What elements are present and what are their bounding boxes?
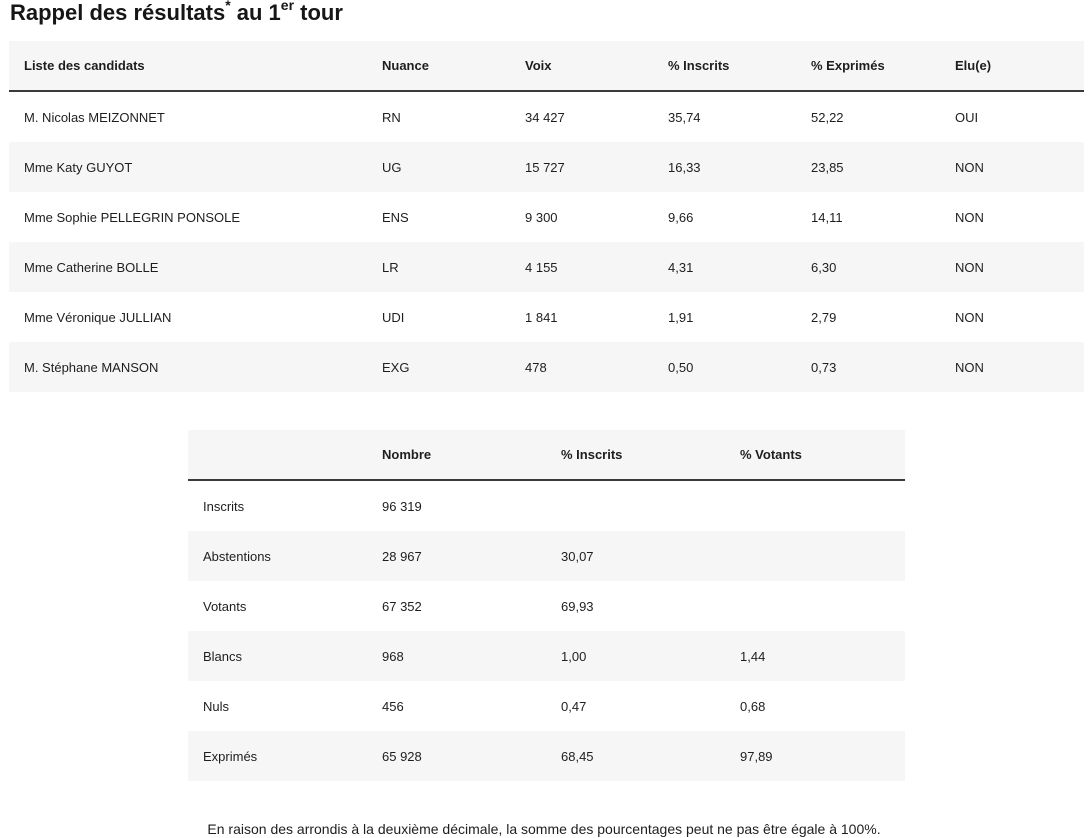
results-table xyxy=(9,41,1084,392)
title-main: Rappel des résultats xyxy=(10,0,226,25)
column-header-blank xyxy=(188,430,367,480)
participation-header-row xyxy=(188,430,905,480)
results-header-row xyxy=(9,41,1084,91)
row-pct-votants xyxy=(725,531,905,581)
row-pct-votants: 1,44 xyxy=(725,631,905,681)
row-nombre: 67 352 xyxy=(367,581,546,631)
candidate-nuance: ENS xyxy=(367,192,510,242)
candidate-row xyxy=(9,91,1084,142)
column-header-elu: Elu(e) xyxy=(940,41,1084,91)
candidate-row xyxy=(9,342,1084,392)
row-nombre: 968 xyxy=(367,631,546,681)
participation-row xyxy=(188,681,905,731)
column-header-pct-exprimes: % Exprimés xyxy=(796,41,940,91)
candidate-row xyxy=(9,142,1084,192)
candidate-voix: 9 300 xyxy=(510,192,653,242)
row-label: Inscrits xyxy=(188,480,367,531)
candidate-nuance: UG xyxy=(367,142,510,192)
column-header-pct-inscrits: % Inscrits xyxy=(653,41,796,91)
title-ordinal-suffix: er xyxy=(280,0,295,13)
candidate-elu: NON xyxy=(940,242,1084,292)
row-nombre: 96 319 xyxy=(367,480,546,531)
row-pct-inscrits: 30,07 xyxy=(546,531,725,581)
participation-row xyxy=(188,480,905,531)
row-nombre: 28 967 xyxy=(367,531,546,581)
row-pct-inscrits: 68,45 xyxy=(546,731,725,781)
candidate-nuance: RN xyxy=(367,91,510,142)
candidate-voix: 34 427 xyxy=(510,91,653,142)
candidate-voix: 4 155 xyxy=(510,242,653,292)
candidate-pct-exprimes: 23,85 xyxy=(796,142,940,192)
candidate-pct-inscrits: 35,74 xyxy=(653,91,796,142)
title-middle: au 1 xyxy=(230,0,281,25)
candidate-pct-inscrits: 16,33 xyxy=(653,142,796,192)
candidate-row xyxy=(9,292,1084,342)
participation-row xyxy=(188,531,905,581)
participation-row xyxy=(188,631,905,681)
candidate-voix: 15 727 xyxy=(510,142,653,192)
candidate-elu: OUI xyxy=(940,91,1084,142)
row-pct-inscrits: 1,00 xyxy=(546,631,725,681)
participation-table xyxy=(188,430,905,781)
title-end: tour xyxy=(294,0,343,25)
row-pct-votants xyxy=(725,581,905,631)
row-pct-inscrits: 0,47 xyxy=(546,681,725,731)
row-nombre: 456 xyxy=(367,681,546,731)
rounding-footnote: En raison des arrondis à la deuxième décimale, la somme des pourcentages peut ne pas être égale à 100%. xyxy=(207,821,881,837)
participation-row xyxy=(188,581,905,631)
candidate-name: M. Nicolas MEIZONNET xyxy=(9,91,367,142)
candidate-voix: 1 841 xyxy=(510,292,653,342)
candidate-elu: NON xyxy=(940,342,1084,392)
row-pct-inscrits xyxy=(546,480,725,531)
candidate-pct-exprimes: 52,22 xyxy=(796,91,940,142)
candidate-name: M. Stéphane MANSON xyxy=(9,342,367,392)
candidate-name: Mme Sophie PELLEGRIN PONSOLE xyxy=(9,192,367,242)
row-label: Abstentions xyxy=(188,531,367,581)
candidate-nuance: LR xyxy=(367,242,510,292)
column-header-nombre: Nombre xyxy=(367,430,546,480)
row-pct-inscrits: 69,93 xyxy=(546,581,725,631)
participation-row xyxy=(188,731,905,781)
candidate-pct-inscrits: 9,66 xyxy=(653,192,796,242)
column-header-candidates: Liste des candidats xyxy=(9,41,367,91)
candidate-pct-exprimes: 2,79 xyxy=(796,292,940,342)
column-header-pct-votants: % Votants xyxy=(725,430,905,480)
page-title xyxy=(10,0,343,26)
candidate-pct-exprimes: 14,11 xyxy=(796,192,940,242)
column-header-nuance: Nuance xyxy=(367,41,510,91)
candidate-nuance: UDI xyxy=(367,292,510,342)
candidate-elu: NON xyxy=(940,192,1084,242)
candidate-pct-exprimes: 0,73 xyxy=(796,342,940,392)
candidate-name: Mme Katy GUYOT xyxy=(9,142,367,192)
row-label: Exprimés xyxy=(188,731,367,781)
candidate-name: Mme Catherine BOLLE xyxy=(9,242,367,292)
candidate-elu: NON xyxy=(940,292,1084,342)
row-pct-votants xyxy=(725,480,905,531)
row-nombre: 65 928 xyxy=(367,731,546,781)
candidate-pct-inscrits: 0,50 xyxy=(653,342,796,392)
candidate-row xyxy=(9,242,1084,292)
candidate-row xyxy=(9,192,1084,242)
column-header-pct-inscrits: % Inscrits xyxy=(546,430,725,480)
candidate-name: Mme Véronique JULLIAN xyxy=(9,292,367,342)
row-pct-votants: 97,89 xyxy=(725,731,905,781)
candidate-pct-inscrits: 4,31 xyxy=(653,242,796,292)
title-asterisk: * xyxy=(225,0,231,13)
candidate-pct-exprimes: 6,30 xyxy=(796,242,940,292)
row-label: Nuls xyxy=(188,681,367,731)
candidate-voix: 478 xyxy=(510,342,653,392)
row-pct-votants: 0,68 xyxy=(725,681,905,731)
row-label: Blancs xyxy=(188,631,367,681)
candidate-nuance: EXG xyxy=(367,342,510,392)
candidate-pct-inscrits: 1,91 xyxy=(653,292,796,342)
column-header-voix: Voix xyxy=(510,41,653,91)
row-label: Votants xyxy=(188,581,367,631)
candidate-elu: NON xyxy=(940,142,1084,192)
